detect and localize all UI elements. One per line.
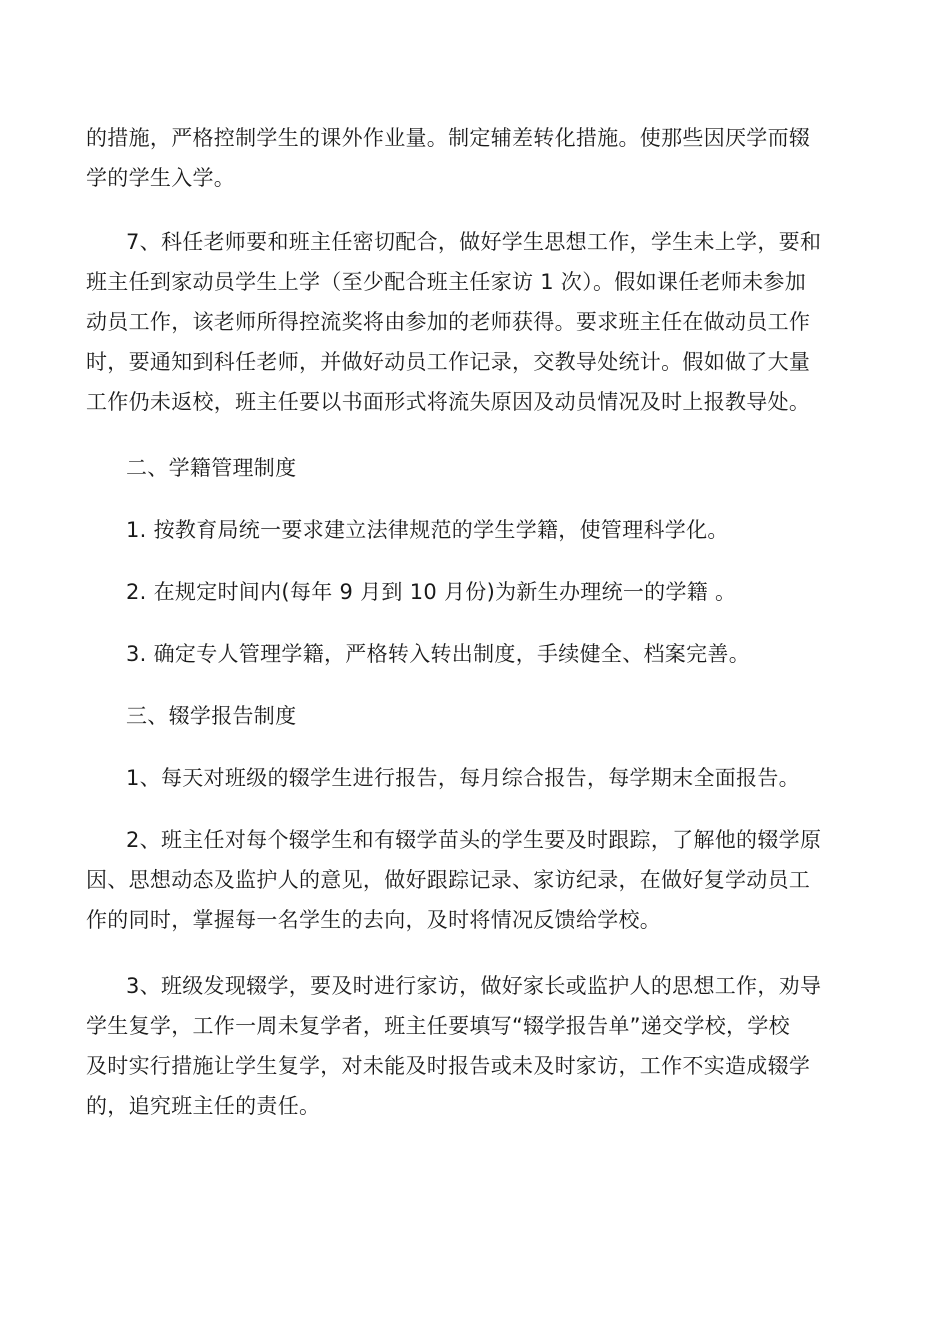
text-line: 时，要通知到科任老师，并做好动员工作记录，交教导处统计。假如做了大量 (86, 350, 811, 374)
list-item: 1、每天对班级的辍学生进行报告，每月综合报告，每学期末全面报告。 (126, 766, 800, 790)
list-item: 3. 确定专人管理学籍，严格转入转出制度，手续健全、档案完善。 (126, 642, 751, 666)
section-heading: 二、学籍管理制度 (126, 456, 297, 480)
list-item: 2. 在规定时间内(每年 9 月到 10 月份)为新生办理统一的学籍 。 (126, 580, 737, 604)
list-item-2-3 (86, 634, 866, 674)
text-line: 动员工作，该老师所得控流奖将由参加的老师获得。要求班主任在做动员工作 (86, 310, 811, 334)
list-item: 1. 按教育局统一要求建立法律规范的学生学籍，使管理科学化。 (126, 518, 729, 542)
text-line: 的措施，严格控制学生的课外作业量。制定辅差转化措施。使那些因厌学而辍 (86, 126, 811, 150)
text-line: 作的同时，掌握每一名学生的去向，及时将情况反馈给学校。 (86, 908, 662, 932)
section-heading-2 (86, 448, 866, 488)
list-item-3-3 (86, 966, 866, 1126)
text-line: 因、思想动态及监护人的意见，做好跟踪记录、家访纪录，在做好复学动员工 (86, 868, 811, 892)
text-line: 2、班主任对每个辍学生和有辍学苗头的学生要及时跟踪，了解他的辍学原 (126, 828, 822, 852)
text-line: 及时实行措施让学生复学，对未能及时报告或未及时家访，工作不实造成辍学 (86, 1054, 811, 1078)
text-line: 学生复学，工作一周未复学者，班主任要填写“辍学报告单”递交学校，学校 (86, 1014, 790, 1038)
list-item-2-1 (86, 510, 866, 550)
list-item-3-2 (86, 820, 866, 940)
list-item-3-1 (86, 758, 866, 798)
paragraph-continued (86, 118, 866, 198)
text-line: 3、班级发现辍学，要及时进行家访，做好家长或监护人的思想工作，劝导 (126, 974, 822, 998)
text-line: 工作仍未返校，班主任要以书面形式将流失原因及动员情况及时上报教导处。 (86, 390, 811, 414)
section-heading-3 (86, 696, 866, 736)
text-line: 班主任到家动员学生上学（至少配合班主任家访 1 次）。假如课任老师未参加 (86, 270, 807, 294)
text-line: 的，追究班主任的责任。 (86, 1094, 321, 1118)
list-item-2-2 (86, 572, 866, 612)
text-line: 学的学生入学。 (86, 166, 236, 190)
section-heading: 三、辍学报告制度 (126, 704, 297, 728)
text-line: 7、科任老师要和班主任密切配合，做好学生思想工作，学生未上学，要和 (126, 230, 822, 254)
paragraph-item-7 (86, 222, 866, 422)
